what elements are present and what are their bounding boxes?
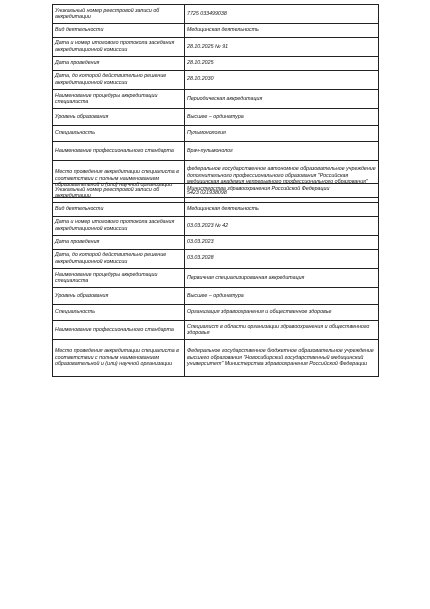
registry-number-value: 7725 033499038 xyxy=(185,5,379,24)
valid-until-label: Дата, до которой действительно решение аккредитационной комиссии xyxy=(53,249,185,268)
date-label: Дата проведения xyxy=(53,236,185,249)
table-row xyxy=(53,340,379,376)
date-label: Дата проведения xyxy=(53,57,185,70)
place-label: Место проведения аккредитации специалиста в соответствии с полным наименованием образовательной и (или) научной организации xyxy=(53,161,185,197)
education-level-label: Уровень образования xyxy=(53,109,185,125)
procedure-value: Периодическая аккредитация xyxy=(185,89,379,108)
table-row xyxy=(53,5,379,24)
table-row xyxy=(53,268,379,287)
table-row xyxy=(53,321,379,340)
table-row xyxy=(53,304,379,320)
activity-type-value: Медицинская деятельность xyxy=(185,203,379,216)
specialty-label: Специальность xyxy=(53,304,185,320)
protocol-value: 03.03.2023 № 42 xyxy=(185,216,379,235)
education-level-value: Высшее – ординатура xyxy=(185,109,379,125)
valid-until-value: 28.10.2030 xyxy=(185,70,379,89)
standard-label: Наименование профессионального стандарта xyxy=(53,321,185,340)
specialty-value: Пульмонология xyxy=(185,125,379,141)
standard-label: Наименование профессионального стандарта xyxy=(53,142,185,161)
place-value: федеральное государственное автономное образовательное учреждение дополнительного профессионального образования "Российская медицинская академия непрерывного профессионального образования" Министерства здравоохранения Российской Федерации xyxy=(185,161,379,197)
activity-type-value: Медицинская деятельность xyxy=(185,24,379,37)
table-row xyxy=(53,142,379,161)
procedure-label: Наименование процедуры аккредитации специалиста xyxy=(53,268,185,287)
registry-number-value: 5423 021938098 xyxy=(185,184,379,203)
activity-type-label: Вид деятельности xyxy=(53,203,185,216)
education-level-value: Высшее – ординатура xyxy=(185,288,379,304)
registry-number-label: Уникальный номер реестровой записи об аккредитации xyxy=(53,5,185,24)
table-row xyxy=(53,70,379,89)
date-value: 28.10.2025 xyxy=(185,57,379,70)
accreditation-record-table xyxy=(52,183,379,377)
registry-number-label: Уникальный номер реестровой записи об аккредитации xyxy=(53,184,185,203)
procedure-label: Наименование процедуры аккредитации специалиста xyxy=(53,89,185,108)
protocol-label: Дата и номер итогового протокола заседания аккредитационной комиссии xyxy=(53,37,185,56)
table-row xyxy=(53,125,379,141)
procedure-value: Первичная специализированная аккредитация xyxy=(185,268,379,287)
table-row xyxy=(53,24,379,37)
accreditation-record-table xyxy=(52,4,379,198)
table-row xyxy=(53,216,379,235)
standard-value: Специалист в области организации здравоохранения и общественного здоровья xyxy=(185,321,379,340)
table-row xyxy=(53,109,379,125)
table-row xyxy=(53,184,379,203)
table-row xyxy=(53,288,379,304)
specialty-value: Организация здравоохранения и общественное здоровье xyxy=(185,304,379,320)
table-row xyxy=(53,37,379,56)
table-row xyxy=(53,203,379,216)
valid-until-label: Дата, до которой действительно решение аккредитационной комиссии xyxy=(53,70,185,89)
date-value: 03.03.2023 xyxy=(185,236,379,249)
protocol-value: 28.10.2025 № 91 xyxy=(185,37,379,56)
place-label: Место проведения аккредитации специалиста в соответствии с полным наименованием образовательной и (или) научной организации xyxy=(53,340,185,376)
place-value: Федеральное государственное бюджетное образовательное учреждение высшего образования "Новосибирский государственный медицинский университет" Министерства здравоохранения Российской Федерации xyxy=(185,340,379,376)
table-row xyxy=(53,89,379,108)
education-level-label: Уровень образования xyxy=(53,288,185,304)
protocol-label: Дата и номер итогового протокола заседания аккредитационной комиссии xyxy=(53,216,185,235)
table-row xyxy=(53,249,379,268)
table-row xyxy=(53,236,379,249)
standard-value: Врач-пульмонолог xyxy=(185,142,379,161)
table-row xyxy=(53,57,379,70)
activity-type-label: Вид деятельности xyxy=(53,24,185,37)
specialty-label: Специальность xyxy=(53,125,185,141)
valid-until-value: 03.03.2028 xyxy=(185,249,379,268)
